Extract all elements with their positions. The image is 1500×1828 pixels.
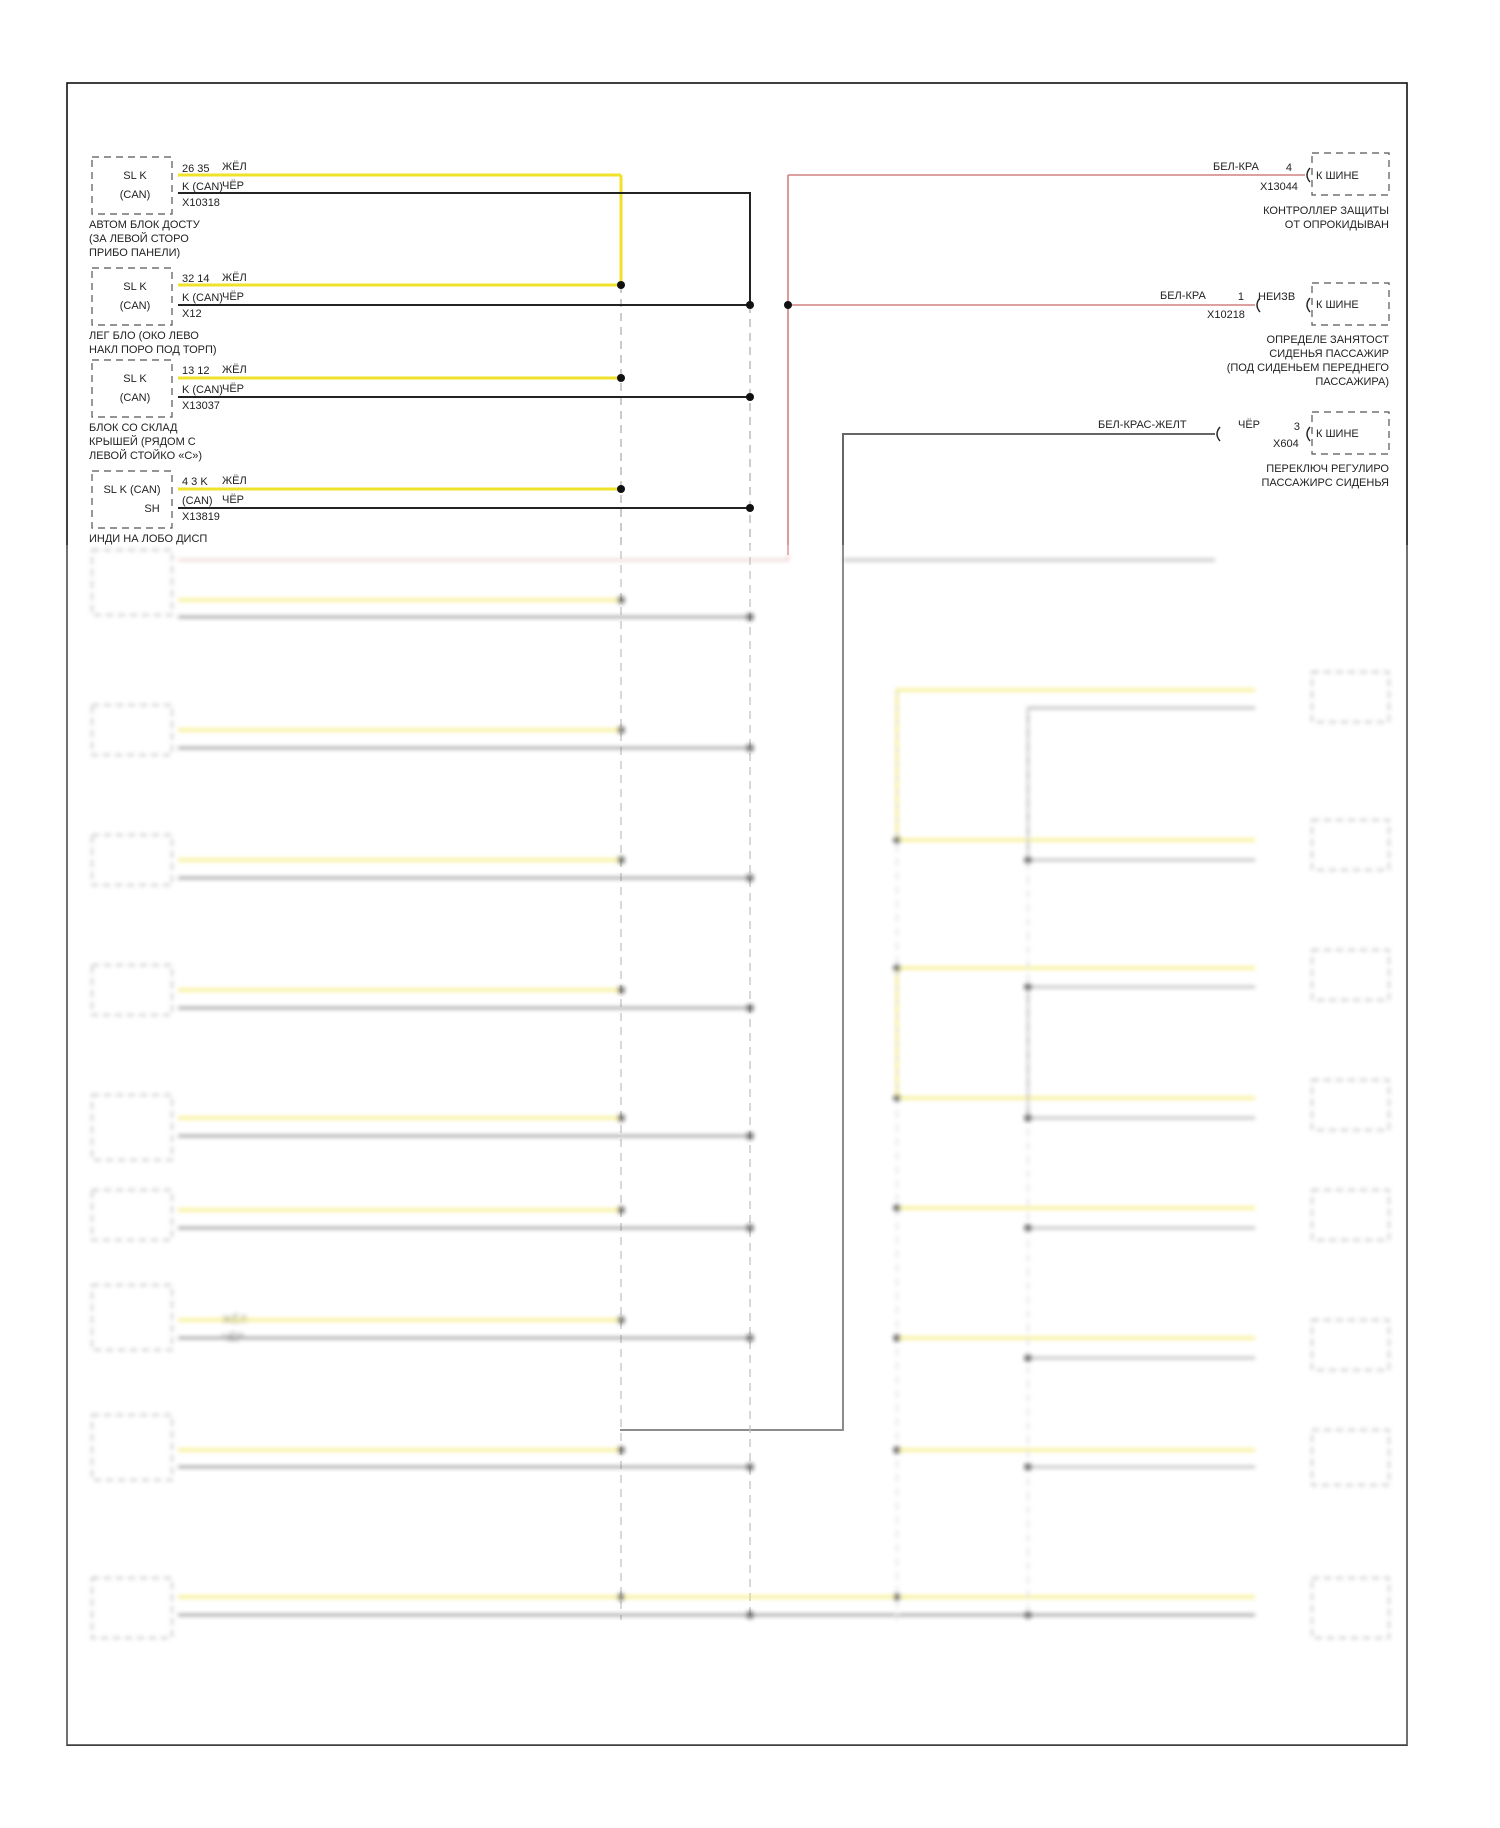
module-caption-1: ЛЕГ БЛО (ОКО ЛЕВО bbox=[89, 330, 199, 342]
module-line2: (CAN) bbox=[119, 300, 151, 312]
module-line1: SL K bbox=[123, 373, 147, 385]
junction-dot bbox=[617, 374, 625, 382]
right-module-3 bbox=[1098, 412, 1389, 489]
module-caption-2: ПАССАЖИРС СИДЕНЬЯ bbox=[1261, 477, 1389, 489]
connector-symbol-right bbox=[1307, 427, 1310, 441]
wire1-color: ЖЁЛ bbox=[222, 364, 247, 376]
left-module-3 bbox=[89, 360, 754, 462]
left-blurred-modules bbox=[92, 550, 1255, 1638]
junction-dot bbox=[617, 485, 625, 493]
module-box bbox=[92, 268, 172, 325]
connector-symbol-left bbox=[1217, 427, 1220, 441]
pin-numbers: 32 14 bbox=[182, 273, 210, 285]
wire-code: K (CAN) bbox=[182, 181, 223, 193]
left-module-2 bbox=[89, 268, 754, 356]
module-caption-1: АВТОМ БЛОК ДОСТУ bbox=[89, 219, 200, 231]
module-caption-2: КРЫШЕЙ (РЯДОМ С bbox=[89, 436, 196, 448]
module-caption-3: ПРИБО ПАНЕЛИ) bbox=[89, 247, 181, 259]
module-caption-2: СИДЕНЬЯ ПАССАЖИР bbox=[1269, 348, 1389, 360]
box-label: К ШИНЕ bbox=[1316, 170, 1359, 182]
module-line2: (CAN) bbox=[119, 392, 151, 404]
wire1-color: ЖЁЛ bbox=[222, 161, 247, 173]
junction-dot bbox=[746, 301, 754, 309]
left-module-1 bbox=[89, 157, 750, 259]
module-box bbox=[92, 471, 172, 528]
module-box bbox=[92, 360, 172, 417]
box-label: К ШИНЕ bbox=[1316, 428, 1359, 440]
connector-id: X10218 bbox=[1207, 309, 1245, 321]
wire-color-label: БЕЛ-КРАС-ЖЕЛТ bbox=[1098, 419, 1187, 431]
connector-symbol-right bbox=[1307, 298, 1310, 312]
red-wire-lower bbox=[178, 555, 788, 560]
pin-numbers: 13 12 bbox=[182, 365, 210, 377]
module-caption-3: ЛЕВОЙ СТОЙКО «С») bbox=[89, 450, 203, 462]
junction-dot bbox=[746, 504, 754, 512]
wire-code: K (CAN) bbox=[182, 292, 223, 304]
black-wire bbox=[178, 193, 750, 200]
module-line1: SL K bbox=[123, 170, 147, 182]
connector-id: X604 bbox=[1273, 438, 1299, 450]
connector-id: X13037 bbox=[182, 400, 220, 412]
right-blurred-modules bbox=[897, 672, 1389, 1638]
connector-symbol bbox=[1307, 168, 1310, 182]
junction-dot bbox=[746, 393, 754, 401]
pin-label: ЧЁР bbox=[1238, 419, 1261, 431]
module-caption-2: НАКЛ ПОРО ПОД ТОРП) bbox=[89, 344, 217, 356]
wire-color-label: БЕЛ-КРА bbox=[1213, 161, 1259, 173]
module-caption-1: КОНТРОЛЛЕР ЗАЩИТЫ bbox=[1263, 205, 1389, 217]
pin-number: 4 bbox=[1285, 162, 1292, 174]
module-caption-1: ИНДИ НА ЛОБО ДИСП bbox=[89, 533, 208, 545]
module-line2: SH bbox=[144, 503, 160, 515]
wire-color-label: БЕЛ-КРА bbox=[1160, 290, 1206, 302]
pin-numbers: 26 35 bbox=[182, 163, 210, 175]
wire-code: (CAN) bbox=[182, 495, 213, 507]
left-module-4 bbox=[89, 471, 754, 545]
pin-label: НЕИЗВ bbox=[1258, 291, 1296, 303]
wire2-color: ЧЁР bbox=[222, 180, 245, 192]
right-module-2 bbox=[784, 283, 1389, 388]
wire1-color: ЖЁЛ bbox=[222, 475, 247, 487]
module-line2: (CAN) bbox=[119, 189, 151, 201]
blurred-labels bbox=[222, 1314, 247, 1344]
right-module-1 bbox=[788, 153, 1389, 231]
module-line1: SL K bbox=[123, 281, 147, 293]
module-box bbox=[92, 157, 172, 214]
module-line1: SL K (CAN) bbox=[103, 484, 161, 496]
module-caption-1: ОПРЕДЕЛЕ ЗАНЯТОСТ bbox=[1266, 334, 1389, 346]
junction-dot bbox=[784, 301, 792, 309]
wire2-color: ЧЁР bbox=[222, 494, 245, 506]
module-caption-2: ОТ ОПРОКИДЫВАН bbox=[1284, 219, 1389, 231]
module-caption-2: (ЗА ЛЕВОЙ СТОРО bbox=[89, 233, 189, 245]
wire2-color: ЧЁР bbox=[222, 291, 245, 303]
module-caption-3: (ПОД СИДЕНЬЕМ ПЕРЕДНЕГО bbox=[1226, 362, 1389, 374]
junction-dot bbox=[617, 281, 625, 289]
box-label: К ШИНЕ bbox=[1316, 299, 1359, 311]
pin-numbers: 4 3 K bbox=[182, 476, 208, 488]
module-caption-4: ПАССАЖИРА) bbox=[1315, 376, 1389, 388]
wire-label-yel: ЖЁЛ bbox=[222, 1314, 247, 1326]
diagram-frame bbox=[67, 83, 1407, 1745]
blurred-lower-section bbox=[92, 550, 1389, 1638]
gray-bus-trunk bbox=[620, 434, 1215, 1430]
wire1-color: ЖЁЛ bbox=[222, 272, 247, 284]
blurred-junctions bbox=[617, 596, 1032, 1619]
module-caption-1: БЛОК СО СКЛАД bbox=[89, 422, 178, 434]
connector-id: X13044 bbox=[1260, 181, 1298, 193]
pin-number: 3 bbox=[1293, 421, 1300, 433]
wire2-color: ЧЁР bbox=[222, 383, 245, 395]
connector-id: X13819 bbox=[182, 511, 220, 523]
module-caption-1: ПЕРЕКЛЮЧ РЕГУЛИРО bbox=[1266, 463, 1389, 475]
wire-code: K (CAN) bbox=[182, 384, 223, 396]
connector-id: X10318 bbox=[182, 197, 220, 209]
connector-id: X12 bbox=[182, 308, 202, 320]
pin-number: 1 bbox=[1237, 291, 1244, 303]
wire-label-blk: ЧЁР bbox=[222, 1332, 245, 1344]
